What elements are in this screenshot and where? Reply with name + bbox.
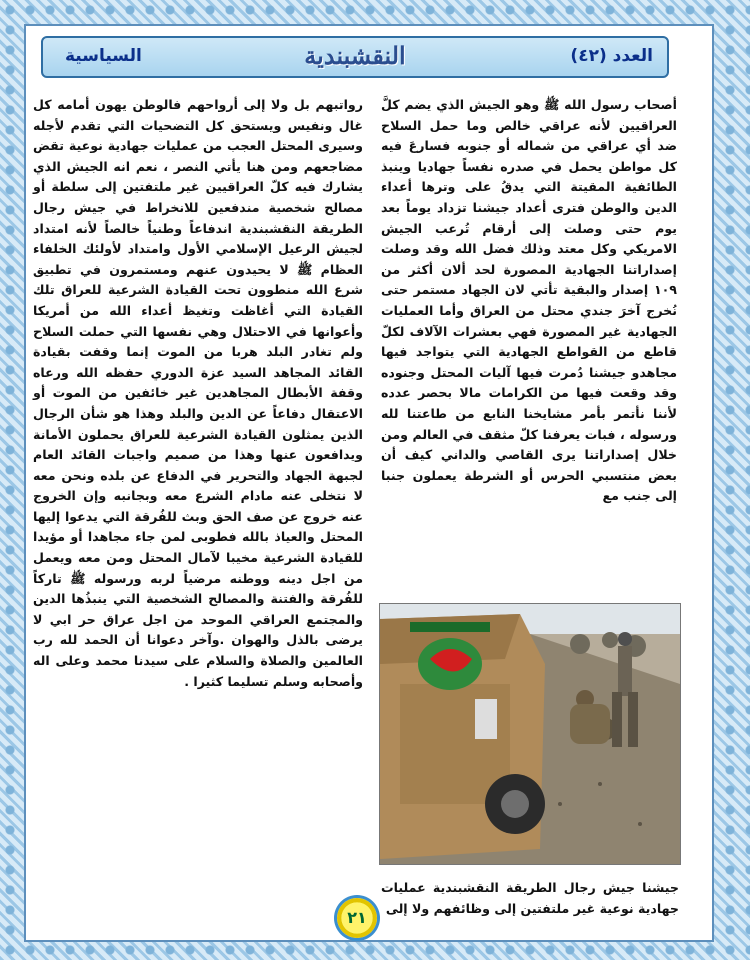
section-name: السياسية — [65, 46, 142, 66]
photo-illustration — [380, 604, 680, 864]
page-number-badge: ٢١ — [337, 898, 377, 938]
issue-number: العدد (٤٢) — [570, 46, 653, 66]
article-column-left: رواتبهم بل ولا إلى أرواحهم فالوطن يهون أمامه كل غال ونفيس ويستحق كل التضحيات التي تقدم لأجله وسيرى المحتل العجب من عمليات جهادية نوعية تقض مضاجعهم ومن هنا يأتي النصر ، نعم انه الجيش الذي يشارك فيه كلّ العراقيين غير ملتفتين إلى سلطة أو مصالح شخصية مندفعين للانخراط في جيش رجال الطريقة النقشبندية اندفاعاً وطنياً خالصاً لأنه امتداد لجيش الرعيل الإسلامي الأول وامتداد لأولئك الخلفاء العظام ﷺ لا يحيدون عنهم ومستمرون في تطبيق شرع الله منطوون تحت القيادة الشرعية للعراق تلك القيادة التي أغاظت وتغيظ أعداء الله من أمريكا وأعوانها في الاحتلال وهي نفسها التي حملت السلاح ولم تغادر البلد هربا من الموت إنما وقفت بقيادة القائد المجاهد السيد عزة الدوري حفظه الله ورعاه وقفة الأبطال المجاهدين غير خائفين من الموت أو الاعتقال دفاعاً عن الدين والبلد وهذا هو شأن الرجال الذين يمثلون القيادة الشرعية للعراق يحملون الأمانة ويدافعون عنها وهذا من صميم واجبات القائد العام لجبهة الجهاد والتحرير في الدفاع عن بلده ونحن معه لا نتخلى عنه مادام الشرع معه وبجانبه وإن الخروج عنه خروج عن صف الحق وبث للفُرقة التي يدعوا إليها المحتل والعياذ بالله فطوبى لمن جاء مجاهدا أو مؤيدا للقيادة الشرعية مخيبا لآمال المحتل ومن معه ويعمل من اجل دينه ووطنه مرضياً لربه ورسوله ﷺ تاركاً للفُرقة والفتنة والمصالح الشخصية التي ينبذُها الدين والمجتمع العراقي الموحد من اجل عراق حر ابي لا يرضى بالذل والهوان .وآخر دعوانا أن الحمد لله رب العالمين والصلاة والسلام على سيدنا محمد وعلى اله وأصحابه وسلم تسليما كثيرا . — [33, 97, 363, 689]
article-photo — [379, 603, 681, 865]
photo-caption: جيشنا جيش رجال الطريقة النقشبندية عمليات جهادية نوعية غير ملتفتين إلى وظائفهم ولا إلى — [381, 880, 679, 916]
article-column-right: أصحاب رسول الله ﷺ وهو الجيش الذي يضم كلَّ العراقيين لأنه عراقي خالص وما حمل السلاح ضد أي عراقي من شماله أو جنوبه فسارعَ فيه كل مواطن يحمل في صدره نفساً جهاديا وينبذ الطائفية المقيتة التي يدقُ على وترها أعداء الدين والوطن فترى أعداد جيشنا تزداد يوماً بعد يوم حتى وصلت إلى أرقام تُرعب الجيش الامريكي وكل معتد وذلك فضل الله وقد وصلت إصداراتنا الجهادية المصورة لحد ألان أكثر من ١٠٩ إصدار والبقية تأتي لان الجهاد مستمر حتى نُخرج آخرَ جندي محتل من العراق وأما العمليات الجهادية غير المصورة فهي بعشرات الآلاف لكلّ قاطع من القواطع الجهادية التي يتواجد فيها مجاهدو جيشنا دُمرت فيها آليات المحتل وجنوده وقد وقعت فيها من الكرامات مالا بحصر عدده لأننا نأتمر بأمر مشايخنا النابع من طاعتنا لله ورسوله ، فبات يعرفنا كلّ مثقف في العالم ومن خلال إصداراتنا يرى القاصي والداني كيف أن بعض منتسبي الحرس أو الشرطة يعملون جنبا إلى جنب مع — [381, 97, 677, 504]
magazine-title: النقشبندية — [304, 41, 406, 70]
page-header — [41, 36, 669, 78]
